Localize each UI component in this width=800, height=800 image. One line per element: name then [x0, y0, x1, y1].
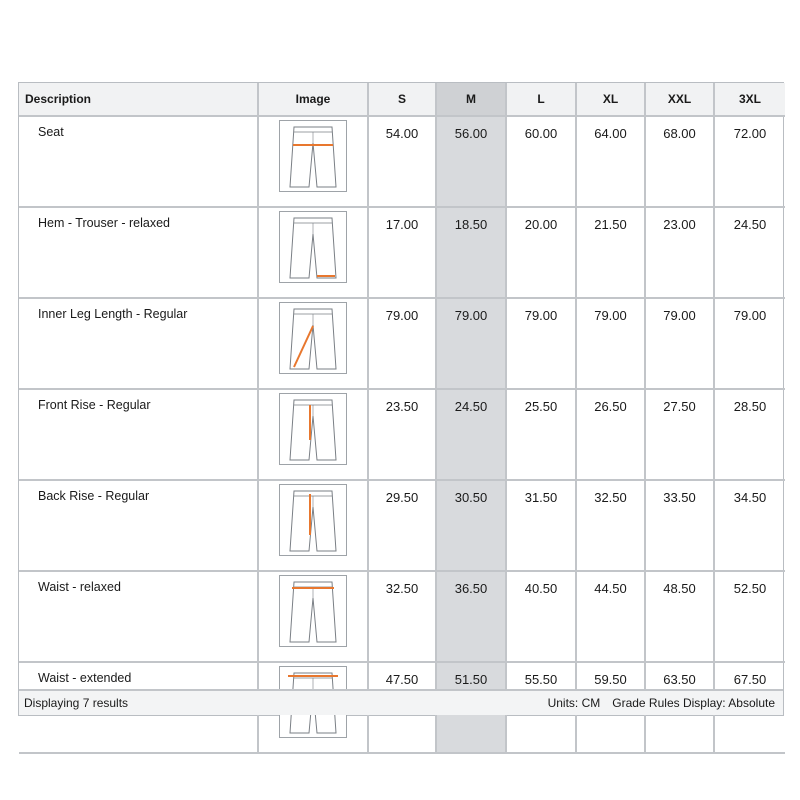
value-cell-l: 60.00 — [506, 116, 576, 207]
row-image-cell — [258, 480, 368, 571]
trouser-waist-relaxed-measure-icon[interactable] — [279, 575, 347, 647]
value-cell-l: 20.00 — [506, 207, 576, 298]
value-cell-xxl: 48.50 — [645, 571, 714, 662]
value-cell-3xl: 79.00 — [714, 298, 785, 389]
results-count: Displaying 7 results — [24, 696, 129, 710]
row-description: Hem - Trouser - relaxed — [19, 207, 258, 298]
table-row — [19, 298, 785, 389]
table-row — [19, 207, 785, 298]
value-cell-xxl: 27.50 — [645, 389, 714, 480]
value-cell-xl: 21.50 — [576, 207, 645, 298]
table-row — [19, 480, 785, 571]
trouser-seat-measure-icon[interactable] — [279, 120, 347, 192]
row-image-cell — [258, 298, 368, 389]
trouser-front-rise-measure-icon[interactable] — [279, 393, 347, 465]
value-cell-3xl: 67.50 — [714, 662, 785, 753]
row-description: Waist - extended — [19, 662, 258, 753]
value-cell-3xl: 24.50 — [714, 207, 785, 298]
value-cell-xl: 79.00 — [576, 298, 645, 389]
value-cell-s: 32.50 — [368, 571, 436, 662]
value-cell-m: 56.00 — [436, 116, 506, 207]
value-cell-3xl: 72.00 — [714, 116, 785, 207]
value-cell-l: 25.50 — [506, 389, 576, 480]
value-cell-l: 55.50 — [506, 662, 576, 753]
value-cell-3xl: 52.50 — [714, 571, 785, 662]
value-cell-s: 79.00 — [368, 298, 436, 389]
value-cell-xl: 59.50 — [576, 662, 645, 753]
row-image-cell — [258, 207, 368, 298]
table-row — [19, 389, 785, 480]
size-chart-panel — [18, 82, 784, 716]
row-description: Back Rise - Regular — [19, 480, 258, 571]
row-description: Front Rise - Regular — [19, 389, 258, 480]
row-image-cell — [258, 389, 368, 480]
column-header-xl[interactable]: XL — [576, 83, 645, 116]
trouser-back-rise-measure-icon[interactable] — [279, 484, 347, 556]
column-header-image: Image — [258, 83, 368, 116]
value-cell-m: 24.50 — [436, 389, 506, 480]
grade-rules-label: Grade Rules Display: Absolute — [612, 696, 775, 710]
table-row — [19, 116, 785, 207]
value-cell-xl: 44.50 — [576, 571, 645, 662]
table-footer — [19, 689, 783, 715]
value-cell-s: 54.00 — [368, 116, 436, 207]
value-cell-xxl: 63.50 — [645, 662, 714, 753]
row-description: Waist - relaxed — [19, 571, 258, 662]
table-header-row — [19, 83, 785, 116]
value-cell-m: 30.50 — [436, 480, 506, 571]
value-cell-xxl: 33.50 — [645, 480, 714, 571]
value-cell-xxl: 23.00 — [645, 207, 714, 298]
value-cell-xl: 32.50 — [576, 480, 645, 571]
column-header-description[interactable]: Description — [19, 83, 258, 116]
units-label: Units: CM — [547, 696, 601, 710]
size-chart-table — [19, 83, 785, 754]
value-cell-s: 47.50 — [368, 662, 436, 753]
row-description: Inner Leg Length - Regular — [19, 298, 258, 389]
column-header-s[interactable]: S — [368, 83, 436, 116]
value-cell-s: 23.50 — [368, 389, 436, 480]
value-cell-3xl: 34.50 — [714, 480, 785, 571]
value-cell-s: 17.00 — [368, 207, 436, 298]
value-cell-xl: 26.50 — [576, 389, 645, 480]
value-cell-l: 79.00 — [506, 298, 576, 389]
value-cell-xxl: 79.00 — [645, 298, 714, 389]
trouser-inner-leg-measure-icon[interactable] — [279, 302, 347, 374]
column-header-l[interactable]: L — [506, 83, 576, 116]
value-cell-m: 18.50 — [436, 207, 506, 298]
value-cell-l: 31.50 — [506, 480, 576, 571]
value-cell-xl: 64.00 — [576, 116, 645, 207]
value-cell-l: 40.50 — [506, 571, 576, 662]
trouser-hem-measure-icon[interactable] — [279, 211, 347, 283]
value-cell-3xl: 28.50 — [714, 389, 785, 480]
column-header-xxl[interactable]: XXL — [645, 83, 714, 116]
row-image-cell — [258, 116, 368, 207]
row-description: Seat — [19, 116, 258, 207]
value-cell-m: 36.50 — [436, 571, 506, 662]
column-header-m[interactable]: M — [436, 83, 506, 116]
table-row — [19, 571, 785, 662]
value-cell-s: 29.50 — [368, 480, 436, 571]
value-cell-m: 51.50 — [436, 662, 506, 753]
value-cell-m: 79.00 — [436, 298, 506, 389]
value-cell-xxl: 68.00 — [645, 116, 714, 207]
column-header-3xl[interactable]: 3XL — [714, 83, 785, 116]
row-image-cell — [258, 571, 368, 662]
